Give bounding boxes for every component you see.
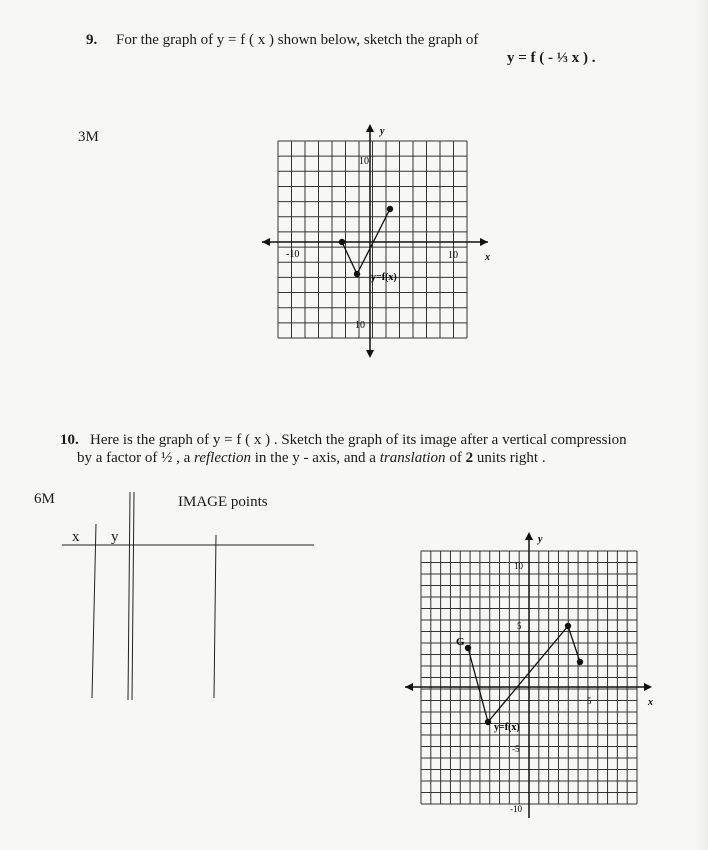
q10-line1-a: Here is the graph of xyxy=(90,432,210,448)
q10-line2-b: in the y - axis, and a xyxy=(254,450,376,466)
y-axis-label: y xyxy=(538,534,543,545)
x-axis-arrow-right xyxy=(480,238,488,246)
graph-point xyxy=(339,239,345,245)
table-col-divider-2a xyxy=(128,492,130,700)
graph-point xyxy=(577,659,583,665)
graph-point xyxy=(354,271,360,277)
image-points-table xyxy=(62,492,314,700)
q9-formula: y = f ( - ⅓ x ) . xyxy=(507,50,596,66)
graph-point xyxy=(565,623,571,629)
tick-label-y-neg5: -5 xyxy=(512,744,520,754)
tick-label-y-10: 10 xyxy=(359,156,369,167)
q9-text: For the graph of y = f ( x ) shown below, sketch the graph of xyxy=(116,32,479,48)
tick-label-y-neg10: -10 xyxy=(510,804,522,814)
q10-number: 10. xyxy=(60,432,79,448)
q10-line1 xyxy=(90,432,627,449)
x-axis-arrow-right xyxy=(644,683,652,691)
table-title: IMAGE points xyxy=(178,494,268,510)
table-col-divider-2b xyxy=(132,492,134,700)
table-col-divider-1 xyxy=(92,524,96,698)
table-header-y: y xyxy=(111,529,119,545)
q9-number: 9. xyxy=(86,32,98,48)
tick-label-x-10: 10 xyxy=(448,250,458,261)
y-axis-label: y xyxy=(380,126,385,137)
y-axis-arrow-up xyxy=(525,532,533,540)
y-axis-arrow-up xyxy=(366,124,374,132)
tick-label-x-neg10: -10 xyxy=(286,249,300,260)
graph-point xyxy=(485,719,491,725)
function-label: y=f(x) xyxy=(494,722,520,733)
function-line xyxy=(468,626,580,722)
tick-label-y-10: 10 xyxy=(514,561,523,571)
q10-marks: 6M xyxy=(34,491,55,507)
q9-graph xyxy=(262,124,490,358)
tick-label-x-5: 5 xyxy=(587,696,592,706)
x-axis-label: x xyxy=(648,697,653,708)
tick-label-y-5: 5 xyxy=(517,621,522,631)
q10-line2-a: by a factor of ½ , a xyxy=(77,450,191,466)
graph-point xyxy=(387,206,393,212)
q10-line2 xyxy=(77,450,546,467)
q10-graph xyxy=(405,532,653,818)
x-axis-arrow-left xyxy=(405,683,413,691)
q10-line1-b: y = f ( x ) . Sketch the graph of its image after a vertical compression xyxy=(212,432,627,448)
table-col-divider-3 xyxy=(214,535,216,698)
q9-marks: 3M xyxy=(78,129,99,145)
q10-line2-d: units right . xyxy=(476,450,546,466)
function-label: y=f(x) xyxy=(371,272,397,283)
q10-units: 2 xyxy=(465,450,474,466)
table-header-x: x xyxy=(72,529,80,545)
graph-point xyxy=(465,645,471,651)
point-label-g: G xyxy=(456,636,465,648)
y-axis-arrow-down xyxy=(366,350,374,358)
x-axis-arrow-left xyxy=(262,238,270,246)
tick-label-y-neg10: 10 xyxy=(355,320,365,331)
q10-translation: translation xyxy=(379,450,446,466)
q10-reflection: reflection xyxy=(194,450,251,466)
q10-line2-c: of xyxy=(449,450,462,466)
scan-edge-shadow xyxy=(694,0,708,850)
x-axis-label: x xyxy=(485,252,490,263)
